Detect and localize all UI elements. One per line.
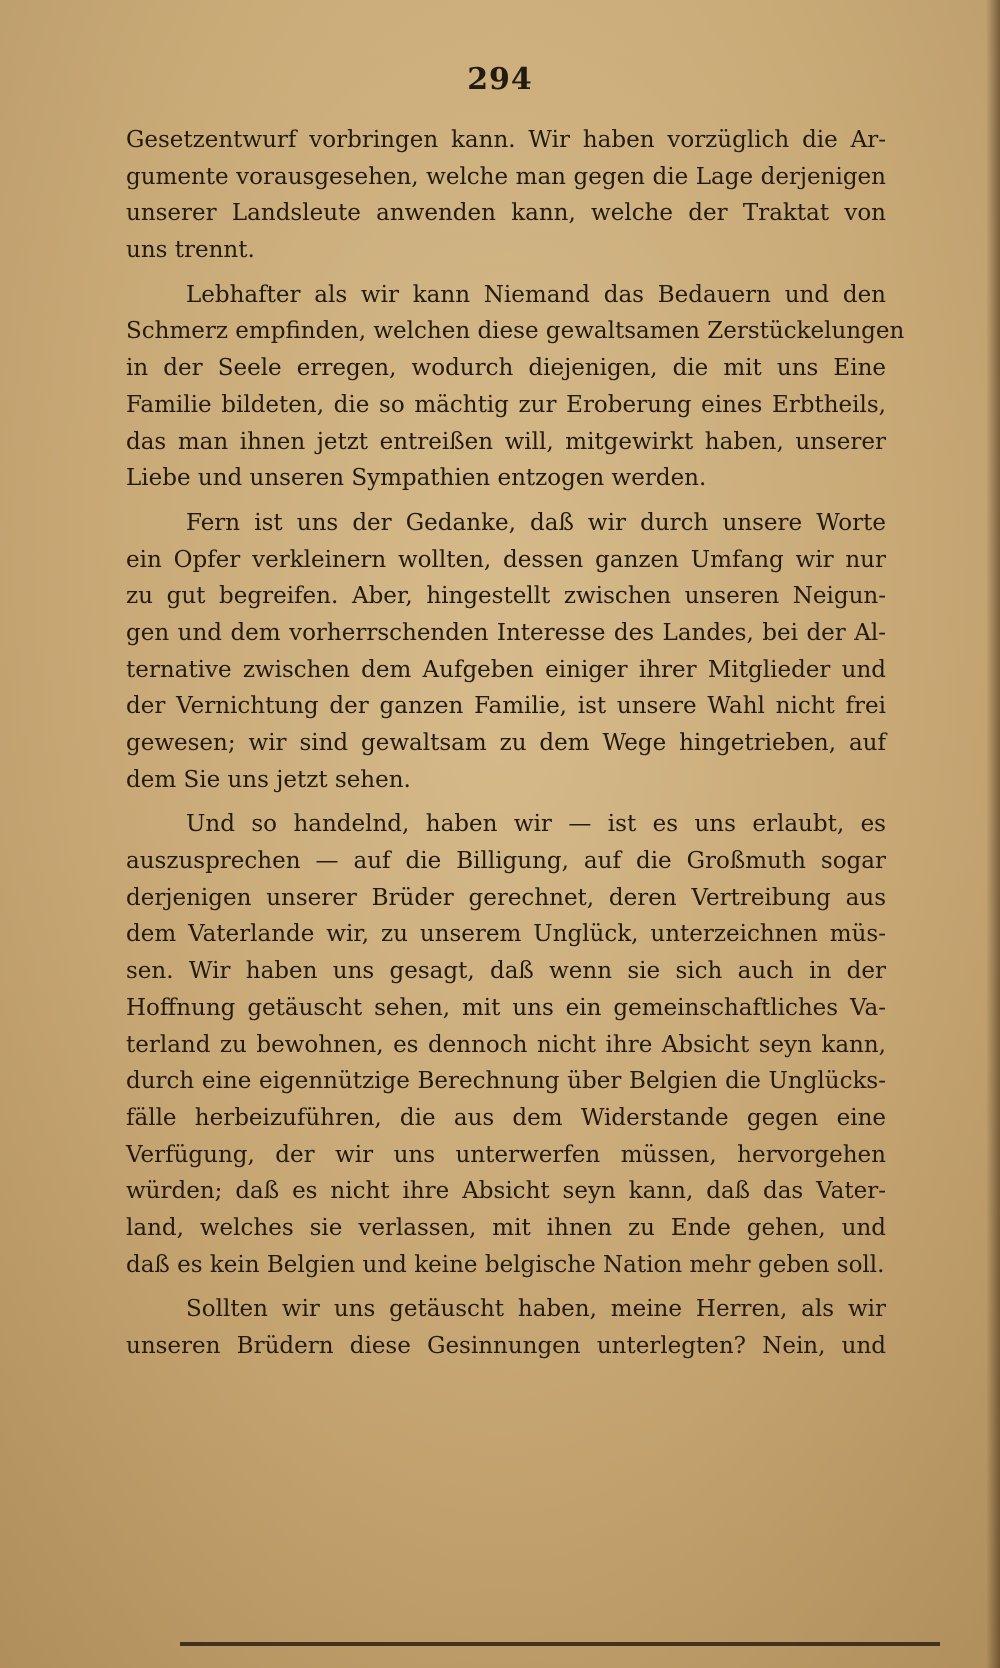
- text-line: Hoffnung getäuscht sehen, mit uns ein gemeinschaftliches Va-: [126, 994, 886, 1021]
- paragraph: [126, 806, 886, 1283]
- text-line: Lebhafter als wir kann Niemand das Bedauern und den: [186, 281, 886, 308]
- page-edge-shadow: [986, 0, 1000, 1668]
- text-line: Fern ist uns der Gedanke, daß wir durch unsere Worte: [186, 509, 886, 536]
- text-line: auszusprechen — auf die Billigung, auf die Großmuth sogar: [126, 848, 886, 875]
- text-line: unseren Brüdern diese Gesinnungen unterlegten? Nein, und: [126, 1333, 886, 1359]
- paragraph: [126, 505, 886, 799]
- text-line: Familie bildeten, die so mächtig zur Eroberung eines Erbtheils,: [126, 391, 886, 418]
- text-line: Gesetzentwurf vorbringen kann. Wir haben vorzüglich die Ar-: [126, 127, 886, 153]
- text-line: terland zu bewohnen, es dennoch nicht ihre Absicht seyn kann,: [126, 1031, 886, 1058]
- text-line: der Vernichtung der ganzen Familie, ist unsere Wahl nicht frei: [126, 693, 886, 720]
- body-text: [126, 122, 905, 1365]
- text-line: dem Vaterlande wir, zu unserem Unglück, unterzeichnen müs-: [126, 921, 886, 948]
- text-line: Schmerz empfinden, welchen diese gewaltsamen Zerstückelungen: [126, 318, 905, 345]
- text-line: fälle herbeizuführen, die aus dem Widerstande gegen eine: [126, 1104, 886, 1131]
- text-line: gen und dem vorherrschenden Interesse des Landes, bei der Al-: [126, 619, 886, 646]
- text-line: uns trennt.: [126, 237, 255, 264]
- paragraph: [126, 122, 886, 269]
- text-line: in der Seele erregen, wodurch diejenigen, die mit uns Eine: [126, 355, 886, 382]
- page-number: 294: [467, 62, 533, 97]
- text-line: Und so handelnd, haben wir — ist es uns erlaubt, es: [186, 811, 886, 838]
- text-line: unserer Landsleute anwenden kann, welche der Traktat von: [126, 200, 886, 227]
- text-line: dem Sie uns jetzt sehen.: [126, 766, 411, 793]
- text-line: Sollten wir uns getäuscht haben, meine Herren, als wir: [186, 1296, 886, 1323]
- text-line: gumente vorausgesehen, welche man gegen die Lage derjenigen: [126, 163, 886, 190]
- page-bottom-edge: [180, 1642, 940, 1646]
- paragraph: [126, 1291, 886, 1364]
- text-line: das man ihnen jetzt entreißen will, mitgewirkt haben, unserer: [126, 428, 886, 455]
- text-line: daß es kein Belgien und keine belgische Nation mehr geben soll.: [126, 1251, 885, 1278]
- text-line: durch eine eigennützige Berechnung über Belgien die Unglücks-: [126, 1068, 886, 1095]
- text-line: ternative zwischen dem Aufgeben einiger ihrer Mitglieder und: [126, 656, 886, 683]
- text-line: Verfügung, der wir uns unterwerfen müssen, hervorgehen: [126, 1141, 886, 1168]
- text-line: derjenigen unserer Brüder gerechnet, deren Vertreibung aus: [126, 884, 886, 911]
- text-line: ein Opfer verkleinern wollten, dessen ganzen Umfang wir nur: [126, 546, 886, 573]
- text-line: würden; daß es nicht ihre Absicht seyn kann, daß das Vater-: [126, 1178, 886, 1205]
- text-line: gewesen; wir sind gewaltsam zu dem Wege hingetrieben, auf: [126, 730, 886, 756]
- text-line: zu gut begreifen. Aber, hingestellt zwischen unseren Neigun-: [126, 583, 886, 610]
- text-line: Liebe und unseren Sympathien entzogen werden.: [126, 465, 707, 492]
- text-line: land, welches sie verlassen, mit ihnen zu Ende gehen, und: [126, 1214, 886, 1241]
- paragraph: [126, 277, 905, 497]
- text-line: sen. Wir haben uns gesagt, daß wenn sie sich auch in der: [126, 958, 886, 985]
